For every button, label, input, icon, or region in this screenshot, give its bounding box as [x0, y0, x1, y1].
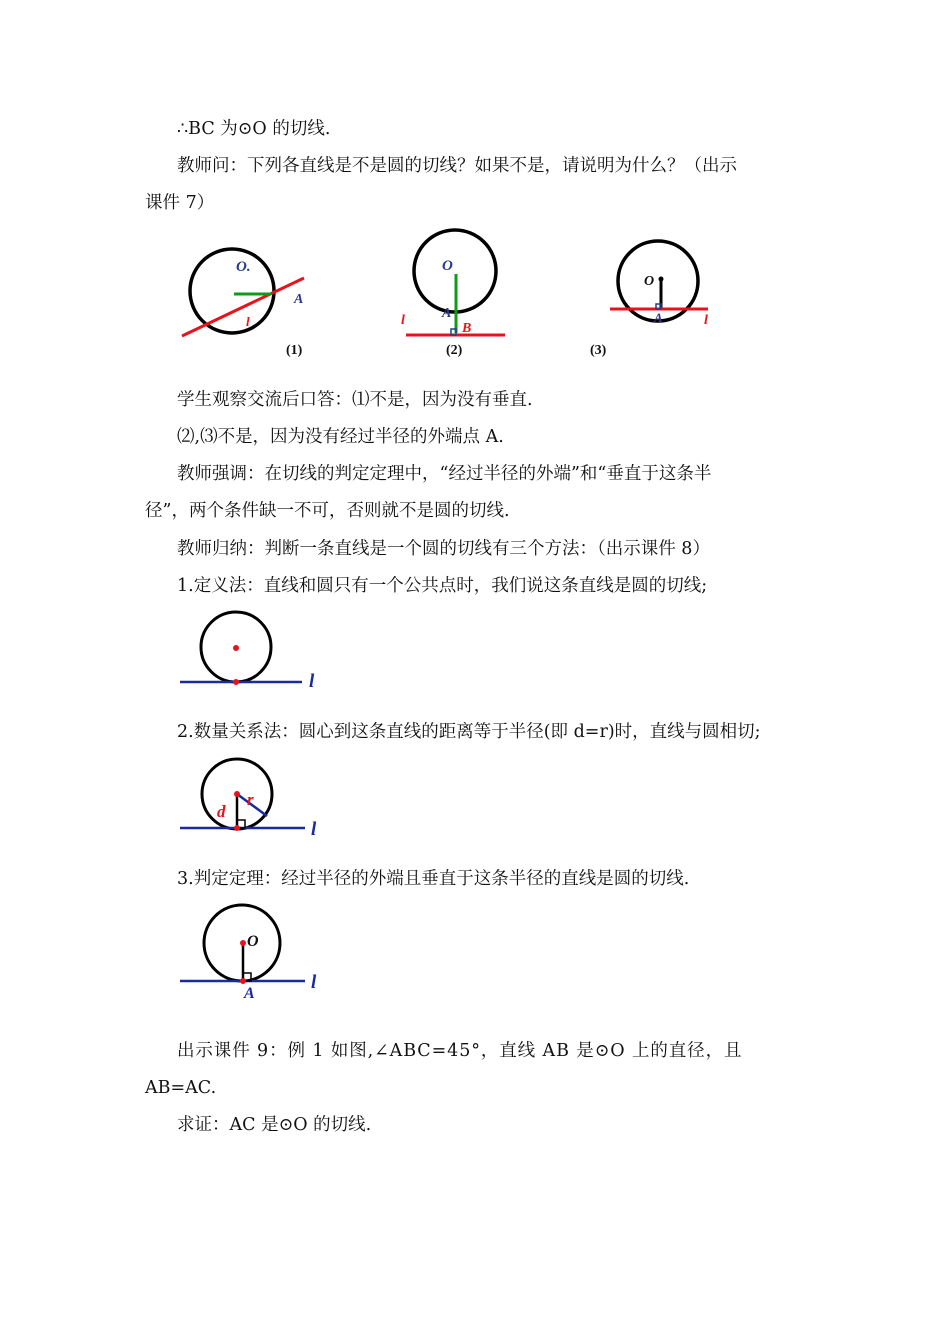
- teacher-question-cont: 课件 7）: [145, 193, 215, 213]
- fig3-label-a: A: [654, 310, 663, 325]
- fig2-label-b: B: [462, 321, 472, 336]
- fig1-label-o: O.: [236, 259, 251, 275]
- dist-label-d: d: [217, 802, 226, 821]
- method-1: 1.定义法：直线和圆只有一个公共点时，我们说这条直线是圆的切线;: [177, 576, 708, 596]
- fig2-label-l: l: [401, 313, 405, 328]
- teacher-question: 教师问：下列各直线是不是圆的切线？如果不是，请说明为什么？（出示: [177, 156, 737, 176]
- example-intro-cont: AB=AC.: [145, 1078, 217, 1098]
- teacher-emphasis-cont: 径”，两个条件缺一不可，否则就不是圆的切线.: [145, 501, 510, 521]
- fig3-caption: (3): [590, 343, 607, 358]
- teacher-emphasis: 教师强调：在切线的判定定理中，“经过半径的外端”和“垂直于这条半: [177, 464, 712, 484]
- fig2-label-a: A: [442, 306, 452, 321]
- teacher-summary: 教师归纳：判断一条直线是一个圆的切线有三个方法：（出示课件 8）: [177, 539, 710, 559]
- conclusion-line: ∴BC 为⊙O 的切线.: [177, 119, 331, 139]
- thm-label-o: O: [247, 933, 259, 950]
- fig3-label-l: l: [704, 313, 708, 328]
- method-2: 2.数量关系法：圆心到这条直线的距离等于半径(即 d=r)时，直线与圆相切;: [177, 722, 761, 742]
- student-answer-2: ⑵,⑶不是，因为没有经过半径的外端点 A.: [177, 427, 504, 447]
- figure-3: [590, 241, 708, 358]
- fig1-caption: (1): [286, 343, 303, 358]
- fig1-label-a: A: [294, 292, 304, 307]
- figure-theorem: [175, 900, 335, 1005]
- fig2-label-o: O: [442, 258, 453, 274]
- figure-1: [182, 249, 304, 358]
- student-answer-1: 学生观察交流后口答：⑴不是，因为没有垂直.: [177, 390, 533, 410]
- example-prove: 求证：AC 是⊙O 的切线.: [177, 1115, 372, 1135]
- method-3: 3.判定定理：经过半径的外端且垂直于这条半径的直线是圆的切线.: [177, 869, 690, 889]
- figure-2: [401, 230, 505, 358]
- thm-label-l: l: [311, 972, 317, 993]
- example-intro: 出示课件 9：例 1 如图,∠ABC=45°，直线 AB 是⊙O 上的直径，且: [177, 1041, 743, 1061]
- figure-distance: [175, 755, 335, 845]
- thm-label-a: A: [244, 985, 255, 1002]
- fig1-label-l: l: [246, 314, 250, 329]
- dist-label-l: l: [311, 819, 317, 840]
- dist-label-r: r: [247, 790, 254, 809]
- def-label-l: l: [309, 671, 315, 692]
- figure-definition: [175, 610, 335, 695]
- fig3-label-o: O: [644, 274, 655, 289]
- fig2-caption: (2): [446, 343, 463, 358]
- figures-row: [170, 225, 730, 365]
